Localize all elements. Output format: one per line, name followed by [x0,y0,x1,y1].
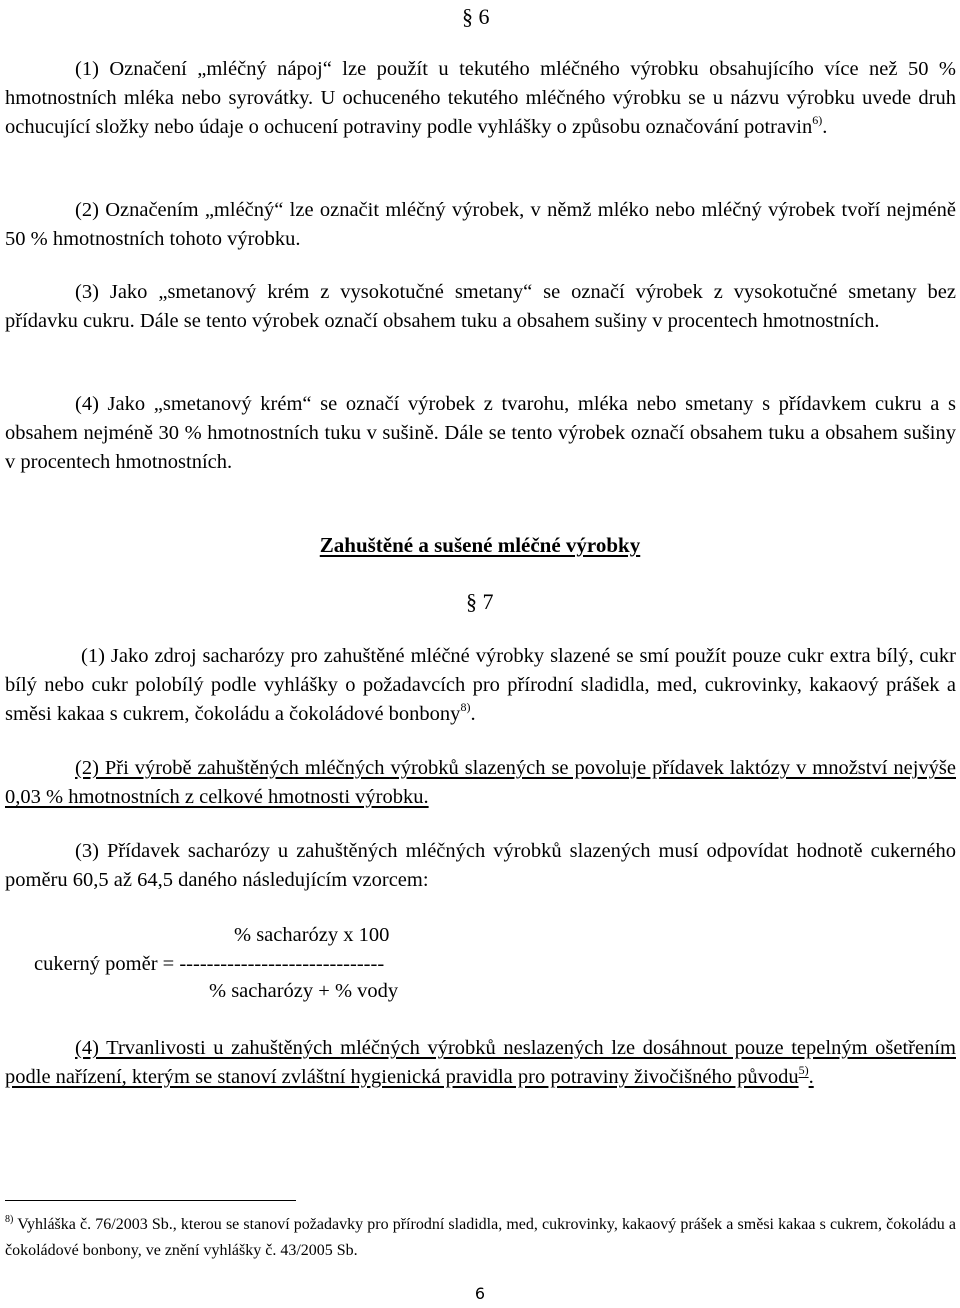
section-7-mark: § 7 [466,589,494,614]
formula-fraction-bar: ------------------------------ [179,953,385,975]
footnote-text: Vyhláška č. 76/2003 Sb., kterou se stanoví požadavky pro přírodní sladidla, med, cukrovinky, kakaový prášek a směsi kakaa s cukrem, čokoládu a čokoládové bonbony, ve znění vyhlášky č. 43/2005 Sb. [5,1216,956,1259]
formula-numerator: % sacharózy x 100 [234,924,390,946]
section-6-mark: § 6 [462,4,490,29]
page-number: 6 [474,1284,486,1303]
formula-label: cukerný poměr = [34,953,175,975]
section-7-paragraph-2: (2) Při výrobě zahuštěných mléčných výrobků slazených se povoluje přídavek laktózy v množství nejvýše 0,03 % hmotnostních z celkové hmotnosti výrobku. [5,757,956,808]
footnote-marker: 8) [5,1214,14,1225]
footnote-separator [5,1200,296,1201]
section-6-paragraph-1: (1) Označení „mléčný nápoj“ lze použít u tekutého mléčného výrobku obsahujícího více než 50 % hmotnostních mléka nebo syrovátky. U ochuceného tekutého mléčného výrobku se u názvu výrobku uvede druh ochucující složky nebo údaje o ochucení potraviny podle vyhlášky o způsobu označování potravin$^{6)}$. [5,58,956,138]
section-6-paragraph-3: (3) Jako „smetanový krém z vysokotučné smetany“ se označí výrobek z vysokotučné smetany bez přídavku cukru. Dále se tento výrobek označí obsahem tuku a obsahem sušiny v procentech hmotnostních. [5,281,956,332]
section-6-paragraph-2: (2) Označením „mléčný“ lze označit mléčný výrobek, v němž mléko nebo mléčný výrobek tvoří nejméně 50 % hmotnostních tohoto výrobku. [5,199,956,250]
section-7-paragraph-1: (1) Jako zdroj sacharózy pro zahuštěné mléčné výrobky slazené se smí použít pouze cukr extra bílý, cukr bílý nebo cukr polobílý podle vyhlášky o požadavcích pro přírodní sladidla, med, cukrovinky, kakaový prášek a směsi kakaa s cukrem, čokoládu a čokoládové bonbony$^{8)}$. [5,645,956,725]
section-7-paragraph-3: (3) Přídavek sacharózy u zahuštěných mléčných výrobků slazených musí odpovídat hodnotě cukerného poměru 60,5 až 64,5 daného následujícím vzorcem: [5,840,956,891]
footnote [5,1212,956,1264]
formula-main-line [34,950,384,978]
section-6-paragraph-4: (4) Jako „smetanový krém“ se označí výrobek z tvarohu, mléka nebo smetany s přídavkem cukru a s obsahem nejméně 30 % hmotnostních tuku v sušině. Dále se tento výrobek označí obsahem tuku a obsahem sušiny v procentech hmotnostních. [5,393,956,473]
formula-denominator: % sacharózy + % vody [209,980,399,1002]
section-7-paragraph-4: (4) Trvanlivosti u zahuštěných mléčných výrobků neslazených lze dosáhnout pouze tepelným ošetřením podle nařízení, kterým se stanoví zvláštní hygienická pravidla pro potraviny živočišného původu$^{5)}$. [5,1037,956,1088]
chapter-heading: Zahuštěné a sušené mléčné výrobky [319,533,641,557]
